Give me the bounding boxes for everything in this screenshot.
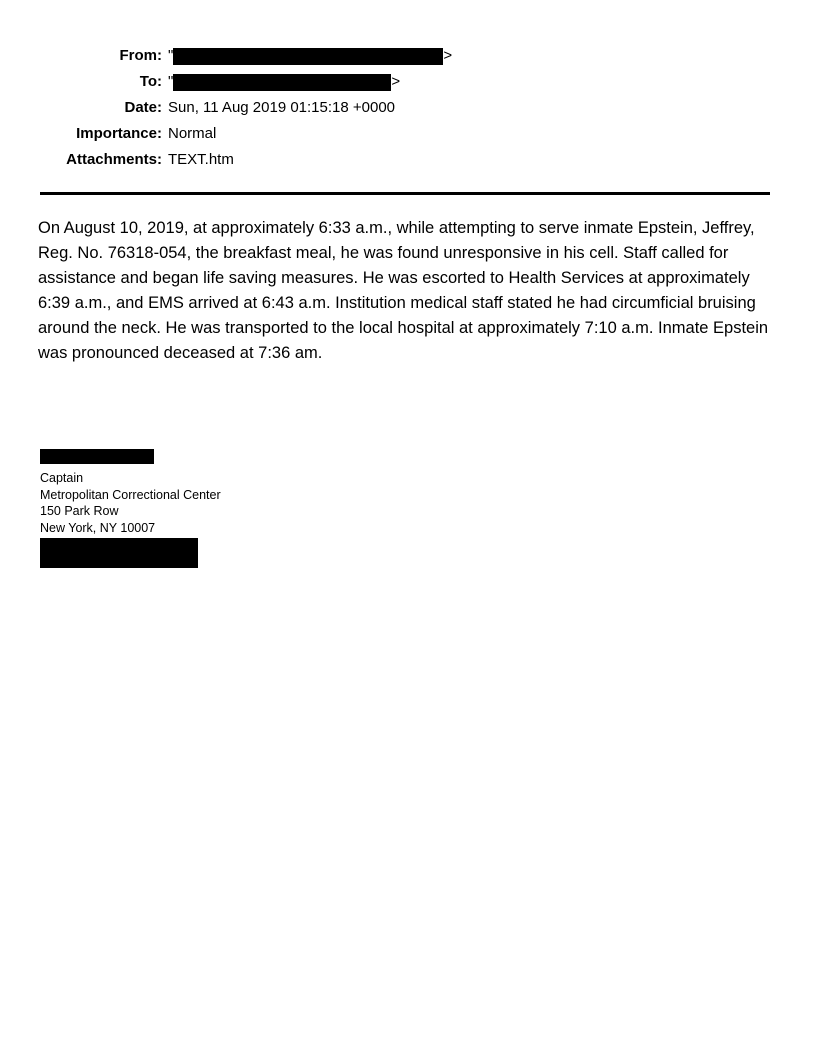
email-header — [40, 46, 770, 176]
date-value: Sun, 11 Aug 2019 01:15:18 +0000 — [168, 99, 396, 116]
attachments-label: Attachments: — [66, 151, 162, 168]
to-value — [168, 72, 400, 92]
redaction-bar-signature-name — [40, 449, 154, 464]
signature-title: Captain — [40, 471, 84, 485]
redaction-bar-contact-line1 — [40, 538, 198, 553]
importance-value: Normal — [168, 125, 217, 142]
to-label: To: — [139, 73, 162, 90]
to-quote: " — [168, 73, 174, 90]
importance-label: Importance: — [76, 125, 162, 142]
header-row-importance — [40, 124, 770, 144]
redaction-bar-to — [173, 74, 391, 91]
redaction-bar-from — [173, 48, 443, 65]
attachments-value: TEXT.htm — [168, 151, 234, 168]
email-body: On August 10, 2019, at approximately 6:33 a.m., while attempting to serve inmate Epstein, Jeffrey, Reg. No. 76318-054, the breakfast meal, he was found unresponsive in his cell. Staff called for assistance and began life saving measures. He was escorted to Health Services at approximately 6:39 a.m., and EMS arrived at 6:43 a.m. Institution medical staff stated he had circumficial bruising around the neck. He was transported to the local hospital at approximately 7:10 a.m. Inmate Epstein was pronounced deceased at 7:36 am. — [38, 219, 769, 362]
header-body-divider — [40, 192, 770, 195]
from-label: From: — [119, 47, 162, 64]
from-quote: " — [168, 47, 174, 64]
redaction-bar-contact-line2 — [40, 553, 198, 568]
signature-organization: Metropolitan Correctional Center — [40, 487, 221, 502]
redaction-bar-signature-contact — [40, 538, 440, 568]
header-row-from — [40, 46, 770, 66]
to-bracket: > — [391, 73, 401, 90]
header-row-date — [40, 98, 770, 118]
email-signature — [40, 449, 440, 568]
date-label: Date: — [124, 99, 162, 116]
from-value — [168, 46, 452, 66]
signature-city-state-zip: New York, NY 10007 — [40, 520, 156, 535]
from-bracket: > — [443, 47, 453, 64]
header-row-attachments — [40, 150, 770, 170]
header-row-to — [40, 72, 770, 92]
signature-address: 150 Park Row — [40, 504, 119, 518]
